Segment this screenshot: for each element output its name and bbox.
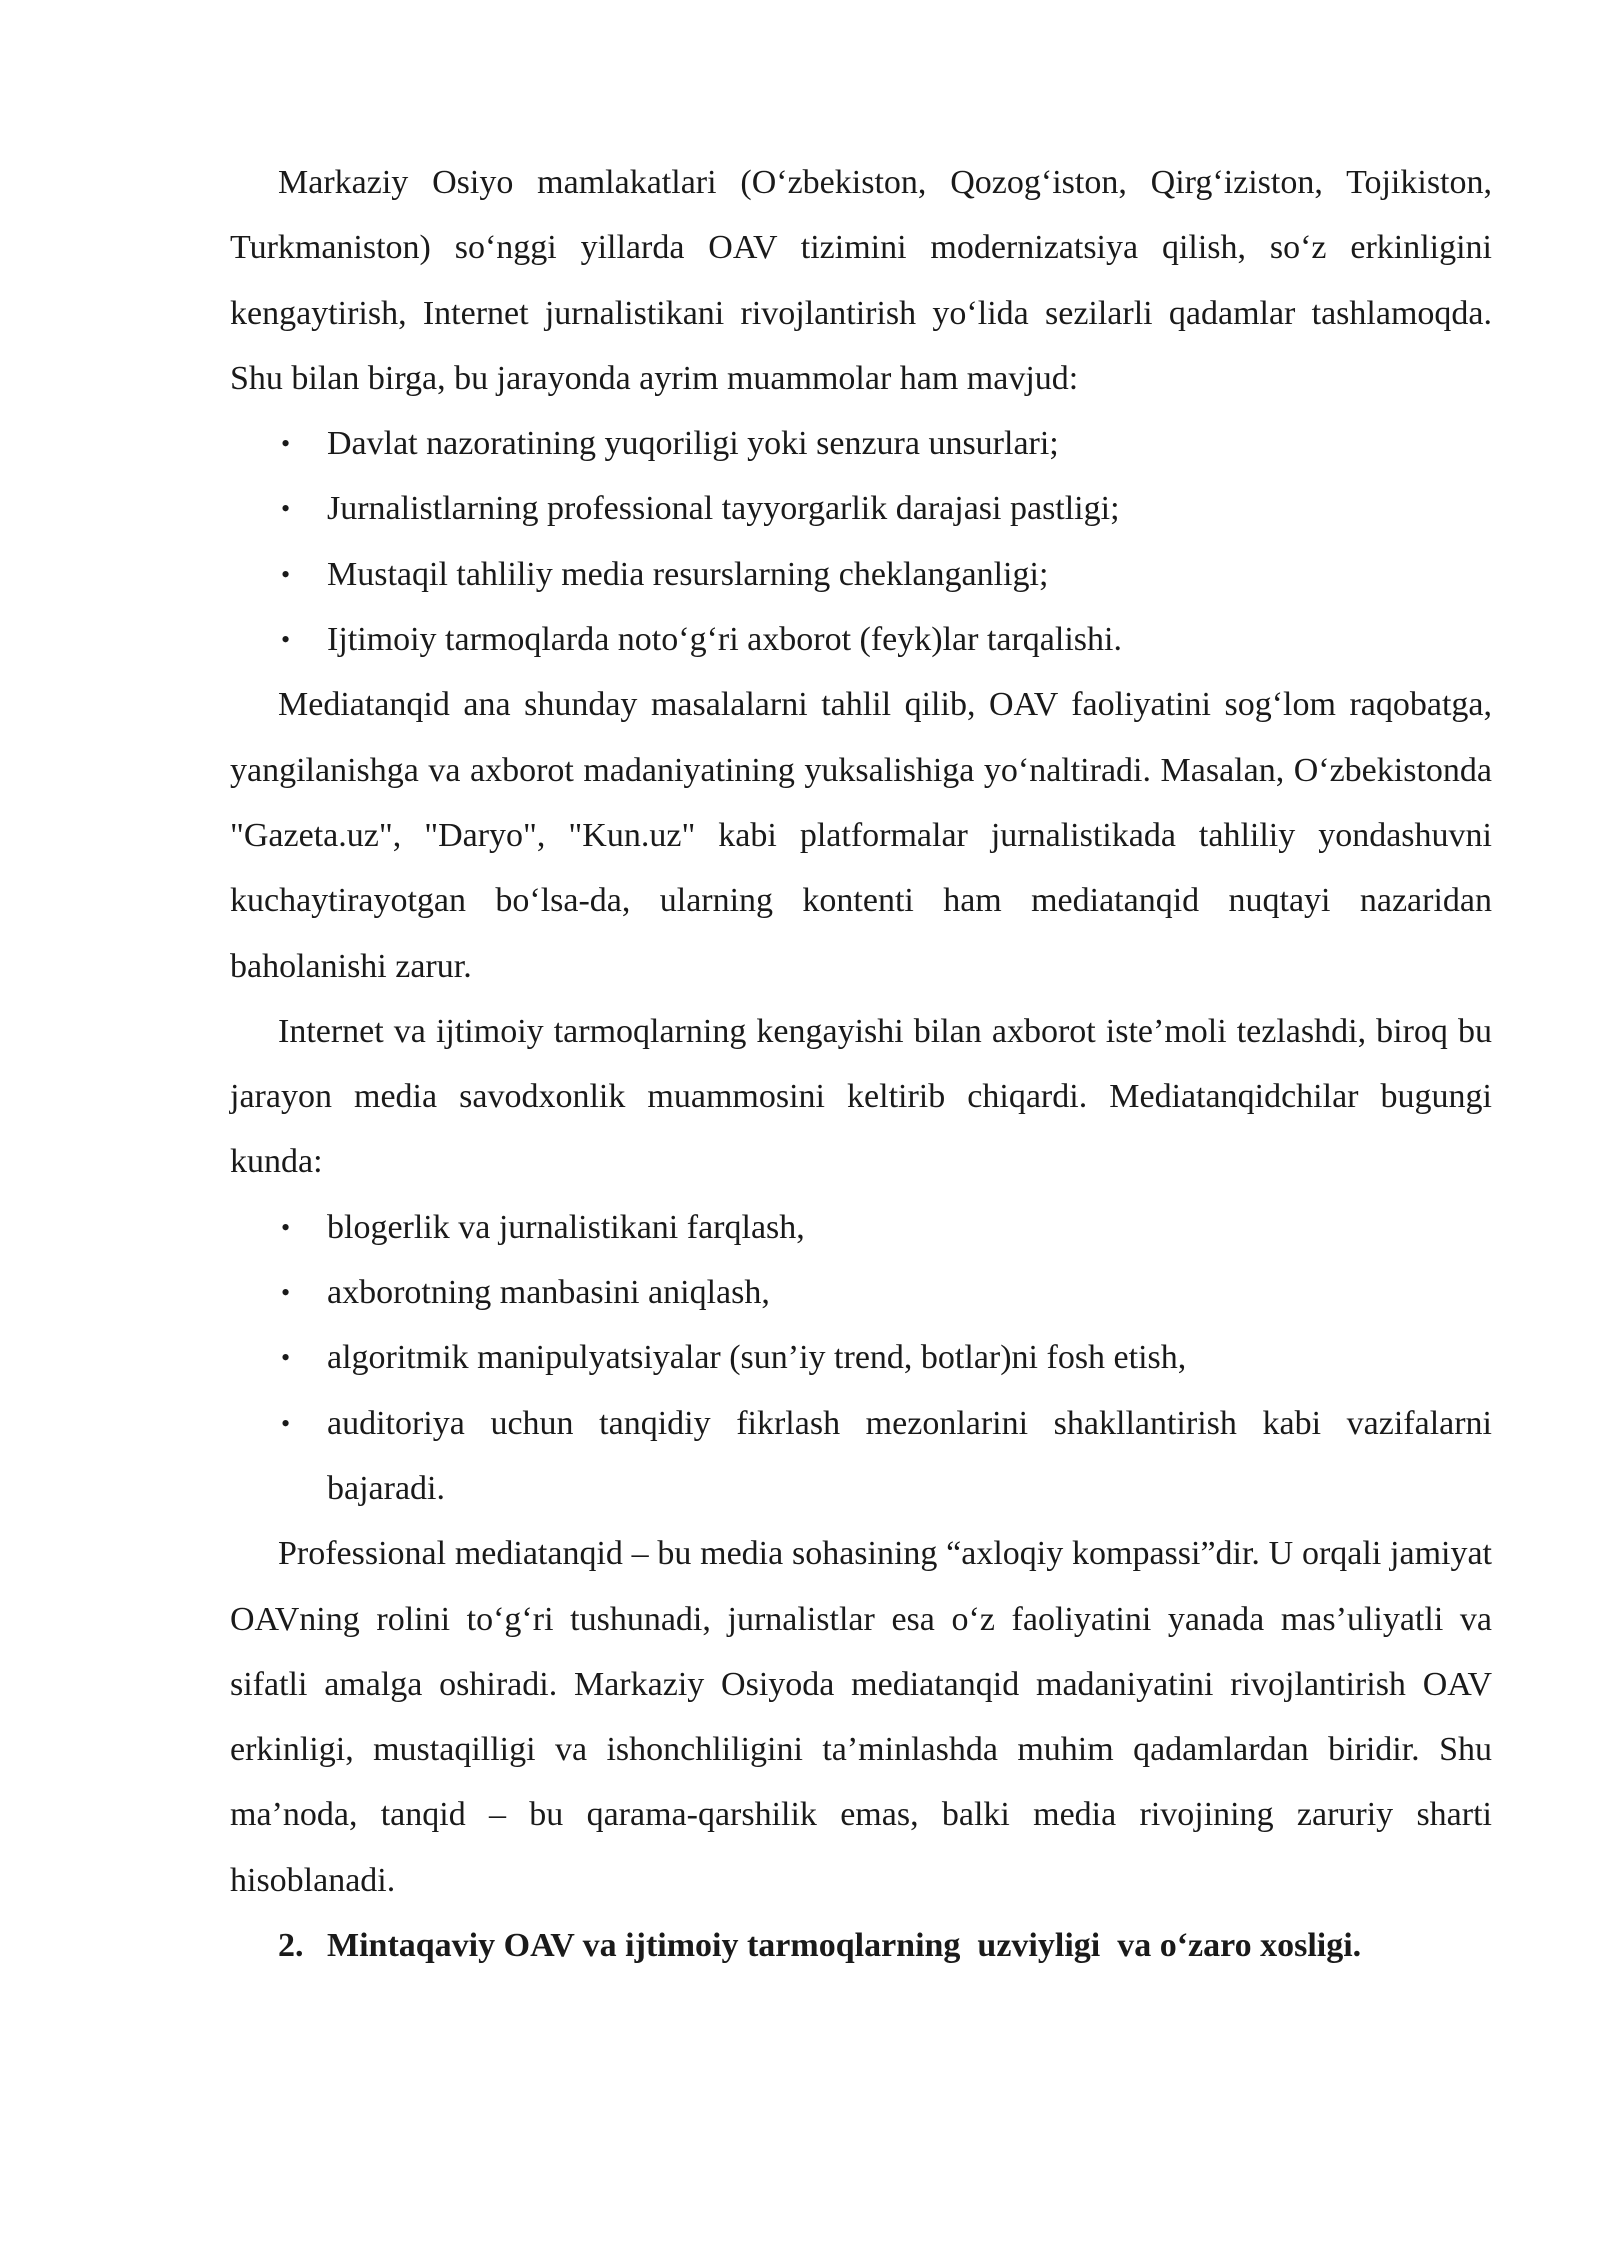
list-item-text: Jurnalistlarning professional tayyorgarlik darajasi pastligi; bbox=[327, 490, 1120, 528]
bullet-icon: • bbox=[281, 429, 291, 459]
section-title: Mintaqaviy OAV va ijtimoiy tarmoqlarning uzviyligi va o‘zaro xosligi. bbox=[327, 1927, 1362, 1965]
bullet-icon: • bbox=[281, 1278, 291, 1308]
list-item-text: auditoriya uchun tanqidiy fikrlash mezonlarini shakllantirish kabi vazifalarni bajaradi. bbox=[327, 1404, 1492, 1507]
list-item bbox=[230, 1195, 1492, 1260]
bullet-icon: • bbox=[281, 1408, 291, 1438]
list-item-text: Davlat nazoratining yuqoriligi yoki senzura unsurlari; bbox=[327, 425, 1059, 463]
list-item-text: algoritmik manipulyatsiyalar (sun’iy trend, botlar)ni fosh etish, bbox=[327, 1339, 1187, 1377]
list-item bbox=[230, 411, 1492, 476]
document-page bbox=[230, 150, 1492, 1978]
list-item-text: Ijtimoiy tarmoqlarda noto‘g‘ri axborot (feyk)lar tarqalishi. bbox=[327, 621, 1122, 659]
list-item bbox=[230, 1391, 1492, 1522]
bullet-icon: • bbox=[281, 1343, 291, 1373]
paragraph-central-asia-media: Markaziy Osiyo mamlakatlari (O‘zbekiston, Qozog‘iston, Qirg‘iziston, Tojikiston, Turkmaniston) so‘nggi yillarda OAV tizimini modernizatsiya qilish, so‘z erkinligini kengaytirish, Internet jurnalistikani rivojlantirish yo‘lida sezilarli qadamlar tashlamoqda. Shu bilan birga, bu jarayonda ayrim muammolar ham mavjud: bbox=[230, 164, 1492, 397]
section-heading bbox=[230, 1913, 1492, 1978]
list-item-text: axborotning manbasini aniqlash, bbox=[327, 1274, 770, 1312]
paragraph-mediacriticism-role: Mediatanqid ana shunday masalalarni tahlil qilib, OAV faoliyatini sog‘lom raqobatga, yangilanishga va axborot madaniyatining yuksalishiga yo‘naltiradi. Masalan, O‘zbekistonda "Gazeta.uz", "Daryo", "Kun.uz" kabi platformalar jurnalistikada tahliliy yondashuvni kuchaytirayotgan bo‘lsa-da, ularning kontenti ham mediatanqid nuqtayi nazaridan baholanishi zarur. bbox=[230, 686, 1492, 985]
list-item bbox=[230, 1260, 1492, 1325]
bullet-icon: • bbox=[281, 1212, 291, 1242]
list-item bbox=[230, 542, 1492, 607]
bullet-icon: • bbox=[281, 494, 291, 524]
tasks-list bbox=[230, 1195, 1492, 1521]
section-number: 2. bbox=[278, 1927, 304, 1965]
list-item bbox=[230, 607, 1492, 672]
list-item-text: Mustaqil tahliliy media resurslarning cheklanganligi; bbox=[327, 555, 1049, 593]
bullet-icon: • bbox=[281, 625, 291, 655]
paragraph-internet-social-networks: Internet va ijtimoiy tarmoqlarning kengayishi bilan axborot iste’moli tezlashdi, biroq bu jarayon media savodxonlik muammosini keltirib chiqardi. Mediatanqidchilar bugungi kunda: bbox=[230, 1012, 1492, 1181]
bullet-icon: • bbox=[281, 559, 291, 589]
list-item-text: blogerlik va jurnalistikani farqlash, bbox=[327, 1208, 805, 1246]
problems-list bbox=[230, 411, 1492, 672]
list-item bbox=[230, 1325, 1492, 1390]
paragraph-professional-mediacriticism: Professional mediatanqid – bu media sohasining “axloqiy kompassi”dir. U orqali jamiyat OAVning rolini to‘g‘ri tushunadi, jurnalistlar esa o‘z faoliyatini yanada mas’uliyatli va sifatli amalga oshiradi. Markaziy Osiyoda mediatanqid madaniyatini rivojlantirish OAV erkinligi, mustaqilligi va ishonchliligini ta’minlashda muhim qadamlardan biridir. Shu ma’noda, tanqid – bu qarama-qarshilik emas, balki media rivojining zaruriy sharti hisoblanadi. bbox=[230, 1535, 1492, 1899]
list-item bbox=[230, 476, 1492, 541]
